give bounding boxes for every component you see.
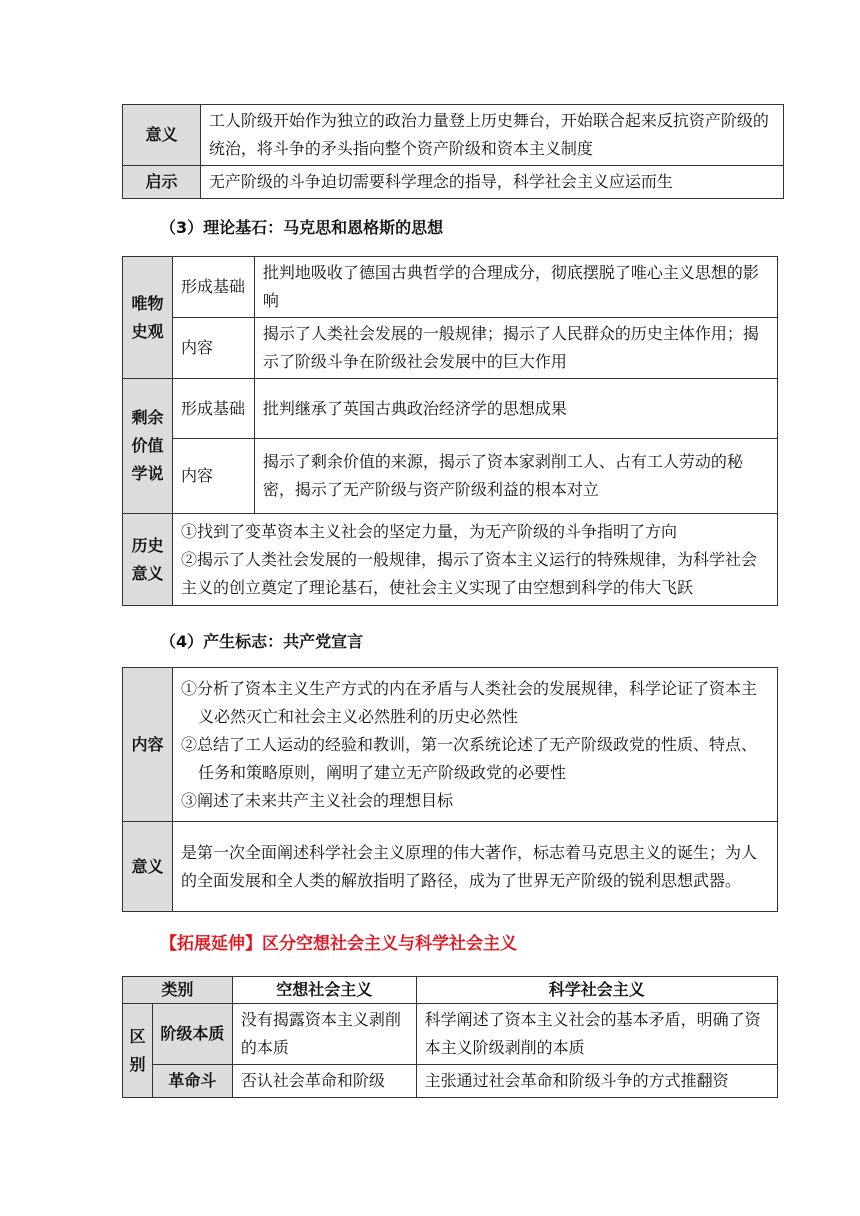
meaning-text: 是第一次全面阐述科学社会主义原理的伟大著作，标志着马克思主义的诞生；为人的全面发展和全人类的解放指明了路径，成为了世界无产阶级的锐利思想武器。 (172, 822, 777, 912)
cell-text: 揭示了人类社会发展的一般规律；揭示了人民群众的历史主体作用；揭示了阶级斗争在阶级社会发展中的巨大作用 (254, 318, 777, 379)
table-row (123, 1065, 778, 1098)
row-label-inspiration: 启示 (123, 166, 201, 199)
table-row (123, 257, 778, 318)
extension-title: 区分空想社会主义与科学社会主义 (262, 934, 517, 954)
extension-tag: 【拓展延伸】 (160, 934, 262, 954)
extension-heading (160, 932, 517, 956)
table-row (123, 514, 778, 606)
utopian-cell: 否认社会革命和阶级 (232, 1065, 416, 1098)
group-label-surplus-value (123, 379, 173, 514)
group-label-difference: 区别 (123, 1004, 153, 1098)
table-header-row (123, 977, 778, 1004)
table-origin-meaning (122, 104, 784, 199)
sub-label-foundation: 形成基础 (172, 257, 254, 318)
content-cell (172, 668, 777, 822)
row-label-content: 内容 (123, 668, 173, 822)
group-label-historical-materialism (123, 257, 173, 379)
cell-text: 批判地吸收了德国古典哲学的合理成分，彻底摆脱了唯心主义思想的影响 (254, 257, 777, 318)
section-heading-4: （4）产生标志：共产党宣言 (160, 632, 364, 651)
table-theory-foundation (122, 256, 778, 606)
table-row (123, 668, 778, 822)
header-utopian: 空想社会主义 (232, 977, 416, 1004)
table-manifesto (122, 667, 778, 912)
significance-item-2: ②揭示了人类社会发展的一般规律，揭示了资本主义运行的特殊规律，为科学社会主义的创立奠定了理论基石，使社会主义实现了由空想到科学的伟大飞跃 (180, 549, 757, 597)
row-label-meaning: 意义 (123, 822, 173, 912)
content-item-3: ③阐述了未来共产主义社会的理想目标 (180, 790, 453, 810)
cell-text (172, 514, 777, 606)
row-label-meaning: 意义 (123, 105, 201, 166)
scientific-cell: 科学阐述了资本主义社会的基本矛盾，明确了资本主义阶级剥削的本质 (416, 1004, 777, 1065)
sub-label-content: 内容 (172, 318, 254, 379)
sub-label-foundation: 形成基础 (172, 379, 254, 439)
sub-label-content: 内容 (172, 439, 254, 514)
table-row (123, 822, 778, 912)
scientific-cell: 主张通过社会革命和阶级斗争的方式推翻资 (416, 1065, 777, 1098)
content-item-2: ②总结了工人运动的经验和教训，第一次系统论述了无产阶级政党的性质、特点、任务和策略原则，阐明了建立无产阶级政党的必要性 (180, 734, 757, 782)
group-label-historical-significance (123, 514, 173, 606)
cell-text: 揭示了剩余价值的来源，揭示了资本家剥削工人、占有工人劳动的秘密，揭示了无产阶级与资产阶级利益的根本对立 (254, 439, 777, 514)
header-scientific: 科学社会主义 (416, 977, 777, 1004)
cell-text: 批判继承了英国古典政治经济学的思想成果 (254, 379, 777, 439)
table-row (123, 1004, 778, 1065)
category-class-essence: 阶级本质 (152, 1004, 232, 1065)
content-item-1: ①分析了资本主义生产方式的内在矛盾与人类社会的发展规律，科学论证了资本主义必然灭亡和社会主义必然胜利的历史必然性 (180, 678, 757, 726)
table-row (123, 439, 778, 514)
section-heading-3: （3）理论基石：马克思和恩格斯的思想 (160, 218, 444, 237)
inspiration-text: 无产阶级的斗争迫切需要科学理念的指导，科学社会主义应运而生 (200, 166, 783, 199)
significance-item-1: ①找到了变革资本主义社会的坚定力量，为无产阶级的斗争指明了方向 (180, 521, 677, 541)
header-category: 类别 (123, 977, 233, 1004)
category-revolution: 革命斗 (152, 1065, 232, 1098)
table-row (123, 105, 784, 166)
table-comparison (122, 976, 778, 1098)
group-label-text: 历史意义 (131, 535, 164, 583)
table-row (123, 166, 784, 199)
group-label-text: 剩余价值学说 (131, 408, 164, 483)
meaning-text: 工人阶级开始作为独立的政治力量登上历史舞台，开始联合起来反抗资产阶级的统治，将斗争的矛头指向整个资产阶级和资本主义制度 (200, 105, 783, 166)
table-row (123, 318, 778, 379)
table-row (123, 379, 778, 439)
utopian-cell: 没有揭露资本主义剥削的本质 (232, 1004, 416, 1065)
group-label-text: 唯物史观 (131, 293, 164, 341)
